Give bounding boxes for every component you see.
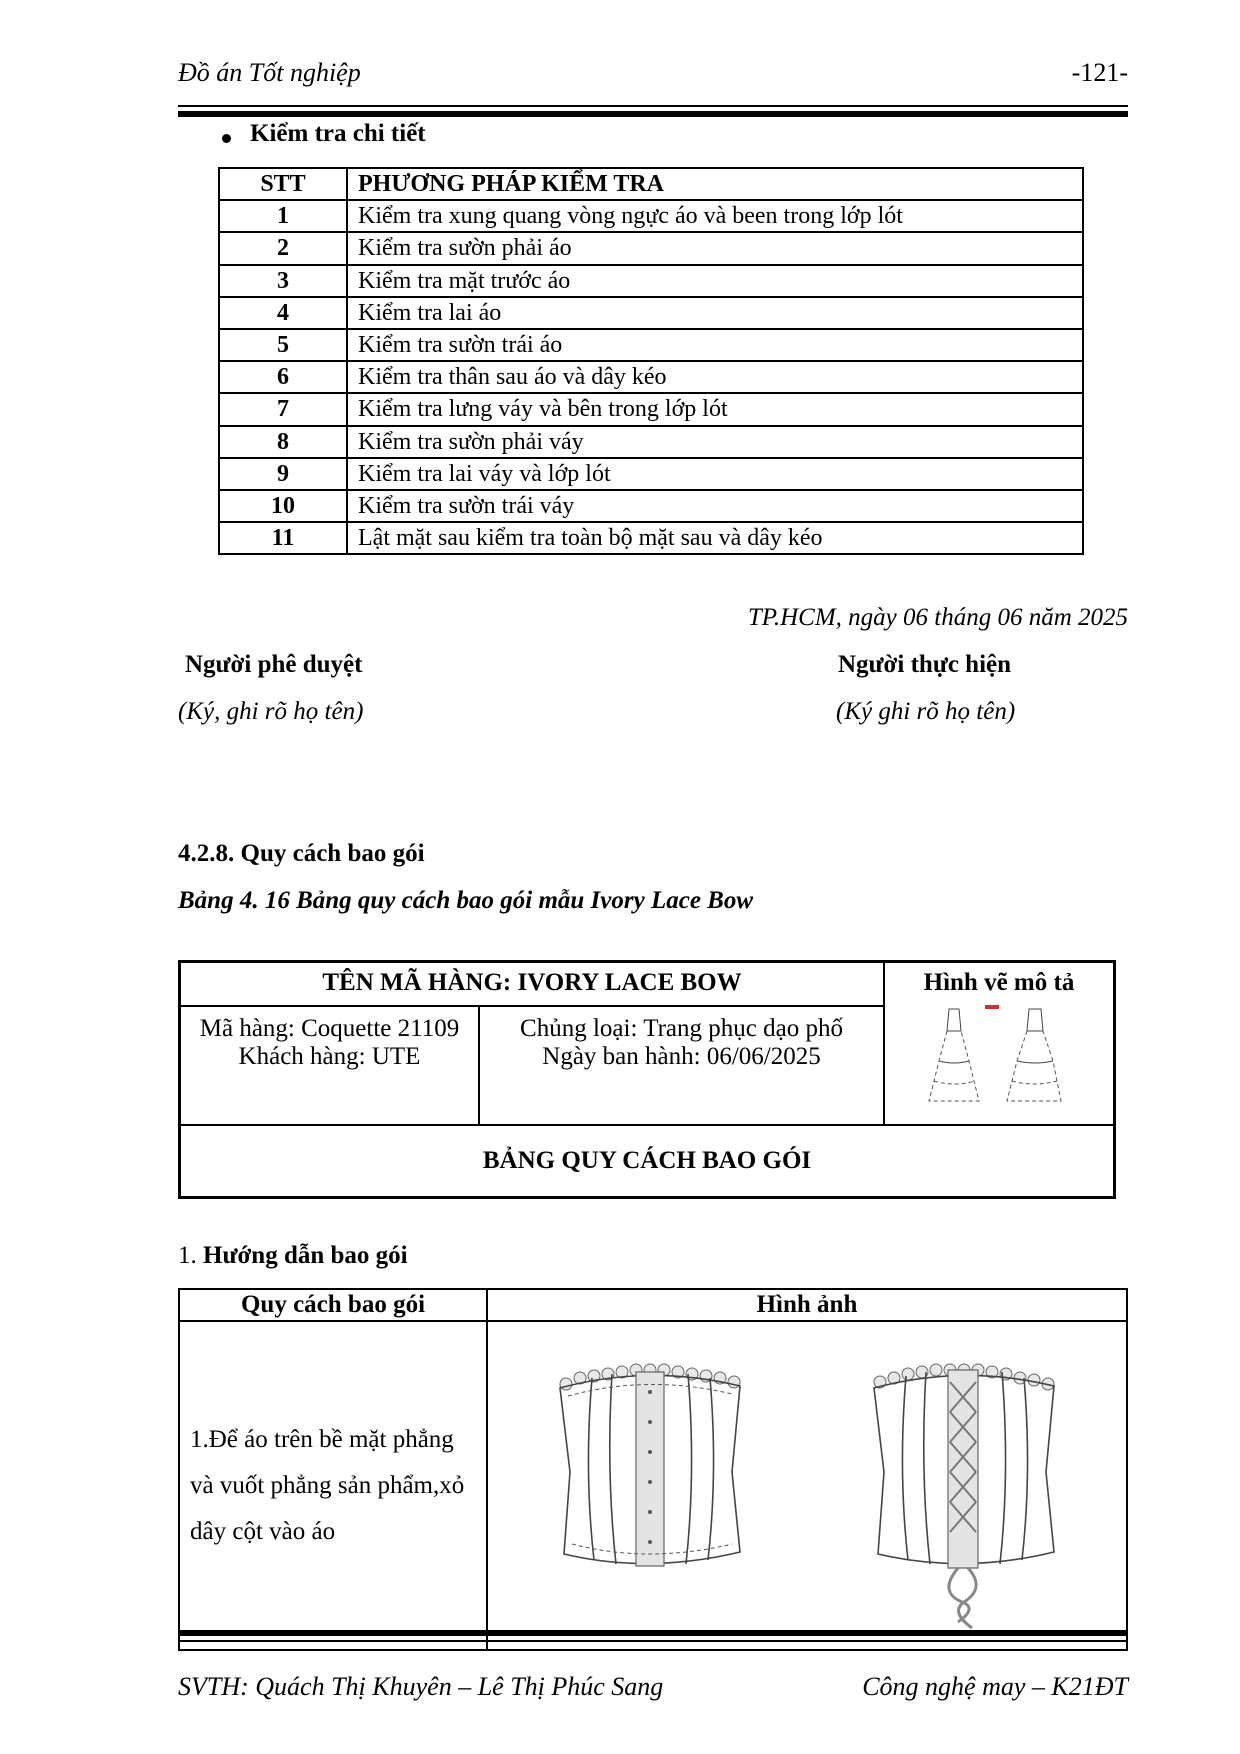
product-code: Mã hàng: Coquette 21109	[199, 1015, 460, 1042]
table-header-row	[219, 168, 1083, 200]
row-method: Kiểm tra sườn phải áo	[347, 232, 1083, 264]
row-method: Kiểm tra lai váy và lớp lót	[347, 458, 1083, 490]
row-number: 11	[219, 522, 347, 554]
customer: Khách hàng: UTE	[238, 1043, 421, 1070]
step-1-text: 1.Để áo trên bề mặt phẳng và vuốt phẳng sản phẩm,xỏ dây cột vào áo	[179, 1321, 487, 1650]
document-title: Đồ án Tốt nghiệp	[178, 58, 361, 87]
inspection-heading: Kiểm tra chi tiết	[250, 120, 426, 147]
signature-date: TP.HCM, ngày 06 tháng 06 năm 2025	[747, 604, 1128, 631]
guide-heading	[178, 1242, 408, 1270]
row-number: 4	[219, 297, 347, 329]
bullet-icon	[222, 134, 231, 143]
corset-front-icon	[560, 1364, 740, 1566]
dress-sketch	[899, 1001, 1099, 1111]
product-name: TÊN MÃ HÀNG: IVORY LACE BOW	[180, 962, 885, 1007]
table-row	[219, 522, 1083, 554]
product-category: Chủng loại: Trang phục dạo phố	[520, 1015, 843, 1042]
table-row	[219, 393, 1083, 425]
step-1-image-cell	[487, 1321, 1127, 1650]
issue-date: Ngày ban hành: 06/06/2025	[542, 1043, 821, 1070]
row-number: 8	[219, 426, 347, 458]
row-method: Lật mặt sau kiểm tra toàn bộ mặt sau và dây kéo	[347, 522, 1083, 554]
inspection-table	[218, 167, 1084, 555]
footer-program: Công nghệ may – K21ĐT	[862, 1672, 1128, 1701]
header-rule-thin	[178, 105, 1128, 107]
table-caption: Bảng 4. 16 Bảng quy cách bao gói mẫu Ivory Lace Bow	[178, 887, 754, 914]
table-row	[219, 426, 1083, 458]
row-number: 5	[219, 329, 347, 361]
row-method: Kiểm tra sườn phải váy	[347, 426, 1083, 458]
row-number: 10	[219, 490, 347, 522]
color-swatch	[985, 1005, 999, 1009]
code-cell	[180, 1006, 480, 1125]
table-row	[219, 490, 1083, 522]
column-header-stt: STT	[219, 168, 347, 200]
row-method: Kiểm tra xung quang vòng ngực áo và been trong lớp lót	[347, 200, 1083, 232]
table-row	[219, 329, 1083, 361]
approver-note: (Ký, ghi rõ họ tên)	[178, 698, 364, 725]
row-method: Kiểm tra sườn trái váy	[347, 490, 1083, 522]
spec-table	[178, 960, 1116, 1199]
table-row	[219, 458, 1083, 490]
row-method: Kiểm tra lưng váy và bên trong lớp lót	[347, 393, 1083, 425]
row-number: 9	[219, 458, 347, 490]
table-row	[219, 200, 1083, 232]
table-row	[219, 361, 1083, 393]
row-method: Kiểm tra mặt trước áo	[347, 265, 1083, 297]
spec-table-title: BẢNG QUY CÁCH BAO GÓI	[180, 1125, 1115, 1198]
performer-title: Người thực hiện	[838, 651, 1012, 678]
corset-illustration	[488, 1322, 1124, 1642]
guide-number: 1.	[178, 1242, 197, 1269]
column-header-spec: Quy cách bao gói	[179, 1289, 487, 1321]
row-number: 3	[219, 265, 347, 297]
section-title: 4.2.8. Quy cách bao gói	[178, 840, 425, 867]
row-number: 7	[219, 393, 347, 425]
header-rule-thick	[178, 111, 1128, 117]
footer-authors: SVTH: Quách Thị Khuyên – Lê Thị Phúc Sang	[178, 1672, 664, 1701]
drawing-label: Hình vẽ mô tả	[923, 969, 1075, 996]
row-method: Kiểm tra sườn trái áo	[347, 329, 1083, 361]
performer-note: (Ký ghi rõ họ tên)	[836, 698, 1016, 725]
row-method: Kiểm tra thân sau áo và dây kéo	[347, 361, 1083, 393]
footer-rule-thin	[178, 1640, 1128, 1642]
approver-title: Người phê duyệt	[185, 651, 363, 678]
drawing-cell	[884, 962, 1115, 1126]
row-number: 2	[219, 232, 347, 264]
column-header-method: PHƯƠNG PHÁP KIỂM TRA	[347, 168, 1083, 200]
column-header-image: Hình ảnh	[487, 1289, 1127, 1321]
row-number: 6	[219, 361, 347, 393]
table-row	[219, 232, 1083, 264]
guide-table	[178, 1288, 1128, 1651]
row-method: Kiểm tra lai áo	[347, 297, 1083, 329]
guide-title: Hướng dẫn bao gói	[203, 1242, 408, 1269]
corset-back-icon	[874, 1364, 1054, 1628]
category-cell	[479, 1006, 884, 1125]
row-number: 1	[219, 200, 347, 232]
page-number: -121-	[1071, 58, 1128, 87]
table-row	[219, 265, 1083, 297]
footer-rule-thick	[178, 1630, 1128, 1636]
table-row	[219, 297, 1083, 329]
